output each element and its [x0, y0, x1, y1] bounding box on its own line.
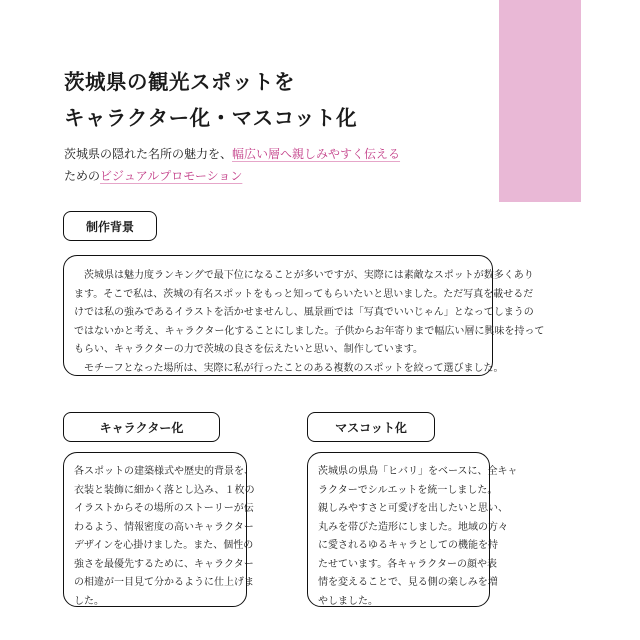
mascot-line: 情を変えることで、見る側の楽しみを増: [318, 577, 498, 588]
title-line-1: 茨城県の観光スポットを: [64, 70, 295, 94]
pink-accent-block: [499, 0, 581, 202]
page-title: [64, 64, 357, 136]
lead-line-1: [64, 143, 400, 165]
production-background-text: [74, 267, 545, 378]
production-line: 茨城県は魅力度ランキングで最下位になることが多いですが、実際には素敵なスポットが数多くあり: [74, 270, 534, 281]
mascot-line: たせています。各キャラクターの顔や表: [318, 558, 497, 570]
mascot-box: [307, 452, 518, 607]
production-background-label: 制作背景: [63, 211, 157, 241]
production-line: ます。そこで私は、茨城の有名スポットをもっと知ってもらいたいと思いました。ただ写真を載せるだ: [74, 288, 534, 300]
production-line: けでは私の強みであるイラストを活かせませんし、風景画では「写真でいいじゃん」となってしまうの: [74, 307, 534, 318]
character-box: [63, 452, 255, 607]
lead-text: [64, 143, 400, 187]
lead-line-2: [64, 165, 400, 187]
lead-line-1-highlight: 幅広い層へ親しみやすく伝える: [232, 147, 401, 161]
mascot-line: に愛されるゆるキャラとしての機能を持: [318, 540, 498, 551]
character-line: 衣装と装飾に細かく落とし込み、１枚の: [74, 484, 255, 496]
mascot-line: 茨城県の県鳥「ヒバリ」をベースに、全キャ: [318, 466, 518, 477]
character-line: した。: [74, 595, 104, 607]
production-line: モチーフとなった場所は、実際に私が行ったことのある複数のスポットを絞って選びました。: [74, 362, 504, 374]
character-line: の相違が一目見て分かるように仕上げま: [74, 577, 254, 588]
mascot-line: ラクターでシルエットを統一しました。: [318, 484, 498, 496]
production-background-box: [63, 255, 545, 376]
title-line-2: キャラクター化・マスコット化: [64, 106, 358, 130]
mascot-line: やしました。: [318, 595, 378, 607]
character-line: 各スポットの建築様式や歴史的背景を、: [74, 466, 254, 477]
lead-line-1-a: 茨城県の隠れた名所の魅力を、: [64, 147, 233, 161]
production-line: ではないかと考え、キャラクター化することにしました。子供からお年寄りまで幅広い層に興味を持って: [74, 325, 545, 337]
lead-line-2-a: ための: [64, 169, 101, 183]
mascot-label: マスコット化: [307, 412, 435, 442]
character-line: イラストからその場所のストーリーが伝: [74, 503, 254, 514]
character-line: 強さを最優先するために、キャラクター: [74, 558, 254, 570]
mascot-line: 丸みを帯びた造形にしました。地域の方々: [318, 521, 508, 533]
character-line: わるよう、情報密度の高いキャラクター: [74, 521, 254, 533]
character-label: キャラクター化: [63, 412, 220, 442]
character-line: デザインを心掛けました。また、個性の: [74, 540, 254, 551]
mascot-line: 親しみやすさと可愛げを出したいと思い、: [318, 503, 508, 514]
production-line: もらい、キャラクターの力で茨城の良さを伝えたいと思い、制作しています。: [74, 344, 423, 355]
lead-line-2-highlight: ビジュアルプロモーション: [100, 169, 243, 183]
